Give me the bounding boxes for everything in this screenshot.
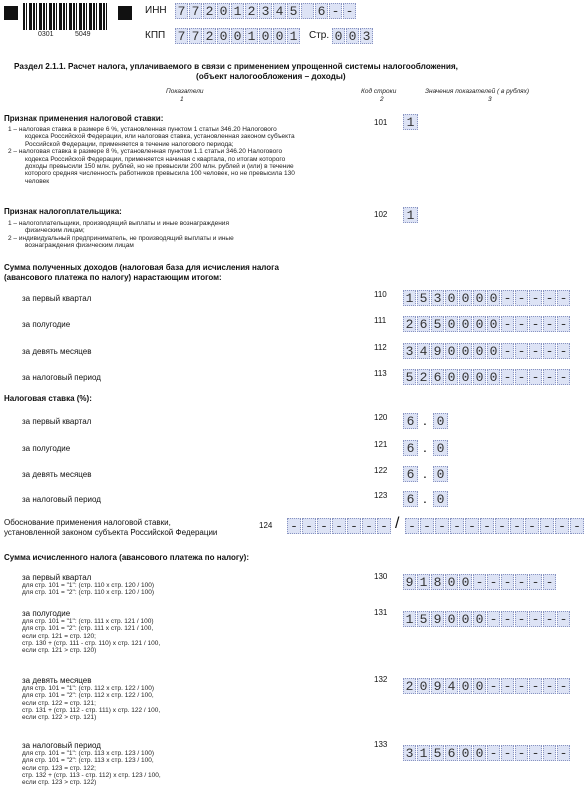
- kpp-label: КПП: [145, 30, 166, 41]
- char-cell: -: [557, 369, 570, 385]
- rate-row-dec-field[interactable]: [433, 413, 449, 429]
- char-cell: 2: [403, 316, 416, 332]
- rate-row-dec-field[interactable]: [433, 440, 449, 456]
- barcode-number-right: 5049: [75, 31, 91, 38]
- r101-line: кодекса Российской Федерации, или налоговая ставка, установленная законом субъекта: [25, 133, 295, 141]
- tax-row-formula: если стр. 123 > стр. 122): [22, 779, 97, 787]
- r101-title: Признак применения налоговой ставки:: [4, 114, 164, 123]
- tax-row-formula: если стр. 121 = стр. 120;: [22, 632, 96, 640]
- char-cell: -: [543, 343, 556, 359]
- char-cell: 0: [417, 678, 430, 694]
- char-cell: -: [543, 611, 556, 627]
- char-cell: 0: [259, 28, 272, 44]
- char-cell: -: [529, 745, 542, 761]
- char-cell: -: [529, 369, 542, 385]
- tax-row-formula: для стр. 101 = "1": (стр. 110 х стр. 120 / 100): [22, 582, 155, 589]
- r102-value: 1: [403, 207, 418, 223]
- r101-line: Российской Федерации, применяется в течение налогового периода;: [25, 140, 234, 148]
- r102-line: 2 – индивидуальный предприниматель, не производящий выплаты и иные: [8, 234, 234, 242]
- rate-row-code: 123: [374, 491, 388, 500]
- char-cell: -: [302, 518, 316, 534]
- tax-row-code: 132: [374, 675, 388, 684]
- char-cell: 5: [417, 290, 430, 306]
- char-cell: 5: [287, 3, 300, 19]
- char-cell: 0: [459, 316, 472, 332]
- char-cell: 3: [431, 290, 444, 306]
- tax-row-label: за первый квартал: [22, 573, 92, 582]
- col-header-code-num: 2: [380, 96, 384, 103]
- char-cell: 0: [487, 369, 500, 385]
- char-cell: -: [435, 518, 449, 534]
- char-cell: 1: [417, 745, 430, 761]
- char-cell: 4: [417, 343, 430, 359]
- char-cell: -: [555, 518, 569, 534]
- char-cell: -: [540, 518, 554, 534]
- tax-row-formula: для стр. 101 = "1": (стр. 112 х стр. 122 / 100): [22, 685, 155, 692]
- char-cell: 1: [403, 611, 416, 627]
- rate-row-code: 121: [374, 440, 388, 449]
- tax-row-formula: стр. 131 + (стр. 112 - стр. 111) х стр. 122 / 100,: [22, 706, 161, 714]
- char-cell: 0: [273, 28, 286, 44]
- rate-dec: 0: [433, 440, 448, 456]
- char-cell: -: [501, 369, 514, 385]
- r101-value-field[interactable]: [403, 114, 419, 130]
- char-cell: -: [287, 518, 301, 534]
- r102-line: вознаграждения физическим лицам: [25, 242, 134, 250]
- char-cell: 0: [459, 369, 472, 385]
- rate-int: 6: [403, 413, 418, 429]
- rate-row-label: за полугодие: [22, 444, 71, 453]
- char-cell: -: [515, 369, 528, 385]
- char-cell: 0: [459, 343, 472, 359]
- r101-line: кодекса Российской Федерации, применяется начиная с квартала, по итогам которого: [25, 155, 286, 163]
- char-cell: -: [557, 611, 570, 627]
- r101-line: человек: [25, 177, 50, 185]
- char-cell: -: [543, 290, 556, 306]
- char-cell: 3: [403, 745, 416, 761]
- income-row-label: за полугодие: [22, 320, 71, 329]
- char-cell: 0: [346, 28, 359, 44]
- rate-row-int-field[interactable]: [403, 413, 419, 429]
- tax-row-formula: стр. 130 + (стр. 111 - стр. 110) х стр. 121 / 100,: [22, 639, 161, 647]
- corner-marker-left: [4, 6, 18, 20]
- char-cell: -: [515, 611, 528, 627]
- r102-title: Признак налогоплательщика:: [4, 207, 122, 216]
- char-cell: 0: [445, 574, 458, 590]
- barcode-number-left: 0301: [38, 31, 54, 38]
- char-cell: -: [515, 745, 528, 761]
- char-cell: 0: [445, 316, 458, 332]
- char-cell: -: [557, 678, 570, 694]
- income-title-2: (авансового платежа по налогу) нарастающим итогом:: [4, 273, 222, 282]
- income-row-code: 113: [374, 369, 387, 378]
- char-cell: 6: [417, 316, 430, 332]
- char-cell: 4: [273, 3, 286, 19]
- char-cell: 5: [403, 369, 416, 385]
- char-cell: -: [343, 3, 356, 19]
- char-cell: -: [557, 316, 570, 332]
- inn-label: ИНН: [145, 5, 167, 16]
- char-cell: 0: [445, 611, 458, 627]
- r124-label-2: установленной законом субъекта Российской Федерации: [4, 528, 218, 537]
- col-header-code: Код строки: [361, 88, 397, 95]
- income-row-value-field[interactable]: [403, 316, 571, 332]
- tax-row-formula: для стр. 101 = "2": (стр. 113 х стр. 123 / 100,: [22, 757, 154, 765]
- char-cell: 2: [245, 3, 258, 19]
- rate-row-code: 120: [374, 413, 388, 422]
- income-title: Сумма полученных доходов (налоговая база для исчисления налога: [4, 263, 279, 272]
- char-cell: 6: [445, 745, 458, 761]
- char-cell: 7: [175, 28, 188, 44]
- char-cell: -: [487, 745, 500, 761]
- char-cell: -: [515, 290, 528, 306]
- char-cell: -: [329, 3, 342, 19]
- char-cell: 3: [360, 28, 373, 44]
- char-cell: -: [543, 574, 556, 590]
- char-cell: 0: [473, 678, 486, 694]
- char-cell: 2: [203, 28, 216, 44]
- rate-row-dec-field[interactable]: [433, 491, 449, 507]
- char-cell: -: [332, 518, 346, 534]
- char-cell: -: [501, 316, 514, 332]
- income-row-label: за налоговый период: [22, 373, 101, 382]
- char-cell: 0: [473, 745, 486, 761]
- char-cell: 2: [417, 369, 430, 385]
- char-cell: -: [465, 518, 479, 534]
- char-cell: 4: [445, 678, 458, 694]
- char-cell: 1: [403, 290, 416, 306]
- rate-row-label: за налоговый период: [22, 495, 101, 504]
- rate-int: 6: [403, 466, 418, 482]
- col-header-values: Значения показателей ( в рублях): [425, 88, 530, 95]
- page-number-field[interactable]: [332, 28, 374, 44]
- char-cell: 7: [189, 3, 202, 19]
- tax-row-formula: если стр. 122 = стр. 121;: [22, 699, 96, 707]
- char-cell: -: [501, 611, 514, 627]
- char-cell: 0: [459, 290, 472, 306]
- char-cell: -: [480, 518, 494, 534]
- tax-row-formula: если стр. 121 > стр. 120): [22, 647, 97, 655]
- char-cell: 0: [487, 290, 500, 306]
- tax-row-value-field[interactable]: [403, 745, 571, 761]
- char-cell: -: [557, 745, 570, 761]
- char-cell: -: [377, 518, 391, 534]
- rate-row-label: за первый квартал: [22, 417, 92, 426]
- col-header-indicators: Показатели: [166, 88, 204, 95]
- char-cell: -: [529, 611, 542, 627]
- char-cell: -: [529, 290, 542, 306]
- r101-code: 101: [374, 118, 388, 127]
- char-cell: -: [515, 316, 528, 332]
- rate-dec: 0: [433, 491, 448, 507]
- char-cell: -: [420, 518, 434, 534]
- income-row-label: за первый квартал: [22, 294, 92, 303]
- char-cell: -: [473, 574, 486, 590]
- char-cell: -: [543, 316, 556, 332]
- rate-int: 6: [403, 440, 418, 456]
- char-cell: 0: [217, 28, 230, 44]
- char-cell: 7: [189, 28, 202, 44]
- section-subtitle: (объект налогообложения – доходы): [196, 72, 346, 81]
- char-cell: 9: [431, 343, 444, 359]
- r101-value: 1: [403, 114, 418, 130]
- rate-dec: 0: [433, 466, 448, 482]
- income-row-code: 110: [374, 290, 387, 299]
- char-cell: -: [515, 574, 528, 590]
- char-cell: [301, 3, 314, 19]
- char-cell: 0: [473, 290, 486, 306]
- char-cell: -: [450, 518, 464, 534]
- char-cell: 0: [445, 369, 458, 385]
- char-cell: -: [510, 518, 524, 534]
- char-cell: 0: [487, 316, 500, 332]
- page-label: Стр.: [309, 30, 330, 41]
- char-cell: 6: [431, 369, 444, 385]
- tax-row-code: 131: [374, 608, 388, 617]
- rate-int: 6: [403, 491, 418, 507]
- r101-line: которого средняя численность работников превысила 100 человек, но не превысила 130: [25, 170, 295, 178]
- char-cell: -: [405, 518, 419, 534]
- r101-line: 1 – налоговая ставка в размере 6 %, установленная пунктом 1 статьи 346.20 Налогового: [8, 126, 277, 133]
- tax-row-label: за полугодие: [22, 609, 71, 618]
- char-cell: -: [529, 343, 542, 359]
- char-cell: 0: [473, 611, 486, 627]
- income-row-code: 112: [374, 343, 387, 352]
- income-row-value-field[interactable]: [403, 369, 571, 385]
- char-cell: 9: [431, 611, 444, 627]
- rate-title: Налоговая ставка (%):: [4, 394, 92, 403]
- rate-row-code: 122: [374, 466, 388, 475]
- tax-row-value-field[interactable]: [403, 574, 557, 590]
- char-cell: -: [501, 290, 514, 306]
- char-cell: 0: [217, 3, 230, 19]
- col-header-indicators-num: 1: [180, 96, 184, 103]
- tax-row-label: за девять месяцев: [22, 676, 92, 685]
- r124-right-field[interactable]: [405, 518, 584, 534]
- r102-line: физическим лицам;: [25, 227, 85, 235]
- char-cell: 5: [431, 316, 444, 332]
- tax-row-formula: если стр. 123 = стр. 122;: [22, 764, 96, 772]
- char-cell: 0: [473, 316, 486, 332]
- tax-row-label: за налоговый период: [22, 741, 101, 750]
- char-cell: -: [529, 574, 542, 590]
- char-cell: 0: [473, 343, 486, 359]
- char-cell: -: [557, 290, 570, 306]
- inn-field[interactable]: [175, 3, 357, 19]
- char-cell: -: [487, 611, 500, 627]
- tax-row-formula: стр. 132 + (стр. 113 - стр. 112) х стр. 123 / 100,: [22, 771, 161, 779]
- char-cell: 0: [487, 343, 500, 359]
- char-cell: 3: [259, 3, 272, 19]
- char-cell: -: [501, 574, 514, 590]
- col-header-values-num: 3: [488, 96, 492, 103]
- tax-row-formula: для стр. 101 = "2": (стр. 111 х стр. 121 / 100,: [22, 625, 154, 633]
- char-cell: -: [495, 518, 509, 534]
- char-cell: -: [501, 343, 514, 359]
- income-row-value-field[interactable]: [403, 290, 571, 306]
- char-cell: 6: [315, 3, 328, 19]
- char-cell: 9: [431, 678, 444, 694]
- tax-row-formula: для стр. 101 = "1": (стр. 111 х стр. 121 / 100): [22, 618, 154, 625]
- decimal-point: .: [423, 465, 427, 481]
- char-cell: 0: [445, 343, 458, 359]
- tax-row-formula: если стр. 122 > стр. 121): [22, 714, 97, 722]
- char-cell: -: [543, 745, 556, 761]
- income-row-value-field[interactable]: [403, 343, 571, 359]
- char-cell: 0: [459, 574, 472, 590]
- tax-row-value-field[interactable]: [403, 678, 571, 694]
- r102-line: 1 – налогоплательщики, производящий выплаты и иные вознаграждения: [8, 220, 229, 227]
- r101-line: доходы превысили 150 млн. рублей, но не превысили 200 млн. рублей и (или) в течение: [25, 163, 294, 170]
- rate-dec: 0: [433, 413, 448, 429]
- char-cell: -: [317, 518, 331, 534]
- char-cell: -: [362, 518, 376, 534]
- rate-row-label: за девять месяцев: [22, 470, 92, 479]
- tax-row-formula: для стр. 101 = "1": (стр. 113 х стр. 123 / 100): [22, 750, 155, 757]
- char-cell: 1: [231, 3, 244, 19]
- decimal-point: .: [423, 439, 427, 455]
- r124-slash: /: [395, 515, 400, 532]
- char-cell: 5: [431, 745, 444, 761]
- kpp-field[interactable]: [175, 28, 301, 44]
- rate-row-int-field[interactable]: [403, 491, 419, 507]
- char-cell: -: [543, 369, 556, 385]
- income-row-label: за девять месяцев: [22, 347, 92, 356]
- corner-marker-right: [118, 6, 132, 20]
- tax-row-code: 133: [374, 740, 388, 749]
- char-cell: 9: [403, 574, 416, 590]
- char-cell: 1: [245, 28, 258, 44]
- r124-left-field[interactable]: [287, 518, 392, 534]
- r124-label: Обоснование применения налоговой ставки,: [4, 518, 171, 527]
- barcode: [23, 3, 107, 30]
- char-cell: 0: [231, 28, 244, 44]
- r102-value-field[interactable]: [403, 207, 419, 223]
- char-cell: 1: [417, 574, 430, 590]
- tax-row-value-field[interactable]: [403, 611, 571, 627]
- char-cell: -: [543, 678, 556, 694]
- rate-row-int-field[interactable]: [403, 466, 419, 482]
- section-title: Раздел 2.1.1. Расчет налога, уплачиваемого в связи с применением упрощенной системы налогообложения,: [14, 62, 458, 71]
- char-cell: -: [501, 678, 514, 694]
- char-cell: 7: [175, 3, 188, 19]
- decimal-point: .: [423, 412, 427, 428]
- char-cell: -: [501, 745, 514, 761]
- char-cell: -: [515, 678, 528, 694]
- char-cell: -: [525, 518, 539, 534]
- income-row-code: 111: [374, 316, 387, 325]
- char-cell: 0: [332, 28, 345, 44]
- r101-line: 2 – налоговая ставка в размере 8 %, установленная пунктом 1.1 статьи 346.20 Налогового: [8, 148, 283, 156]
- rate-row-dec-field[interactable]: [433, 466, 449, 482]
- char-cell: -: [347, 518, 361, 534]
- decimal-point: .: [423, 490, 427, 506]
- char-cell: 5: [417, 611, 430, 627]
- rate-row-int-field[interactable]: [403, 440, 419, 456]
- char-cell: 2: [203, 3, 216, 19]
- char-cell: -: [487, 574, 500, 590]
- char-cell: 3: [403, 343, 416, 359]
- char-cell: -: [529, 316, 542, 332]
- char-cell: -: [515, 343, 528, 359]
- r124-code: 124: [259, 521, 273, 530]
- char-cell: -: [570, 518, 584, 534]
- char-cell: 0: [459, 678, 472, 694]
- char-cell: 0: [459, 611, 472, 627]
- char-cell: 0: [473, 369, 486, 385]
- char-cell: -: [529, 678, 542, 694]
- char-cell: -: [557, 343, 570, 359]
- tax-row-code: 130: [374, 572, 388, 581]
- tax-row-formula: для стр. 101 = "2": (стр. 112 х стр. 122 / 100,: [22, 692, 154, 700]
- char-cell: 8: [431, 574, 444, 590]
- tax-title: Сумма исчисленного налога (авансового платежа по налогу):: [4, 553, 249, 562]
- char-cell: -: [487, 678, 500, 694]
- char-cell: 1: [287, 28, 300, 44]
- char-cell: 2: [403, 678, 416, 694]
- tax-row-formula: для стр. 101 = "2": (стр. 110 х стр. 120 / 100): [22, 589, 155, 597]
- r102-code: 102: [374, 210, 388, 219]
- char-cell: 0: [459, 745, 472, 761]
- char-cell: 0: [445, 290, 458, 306]
